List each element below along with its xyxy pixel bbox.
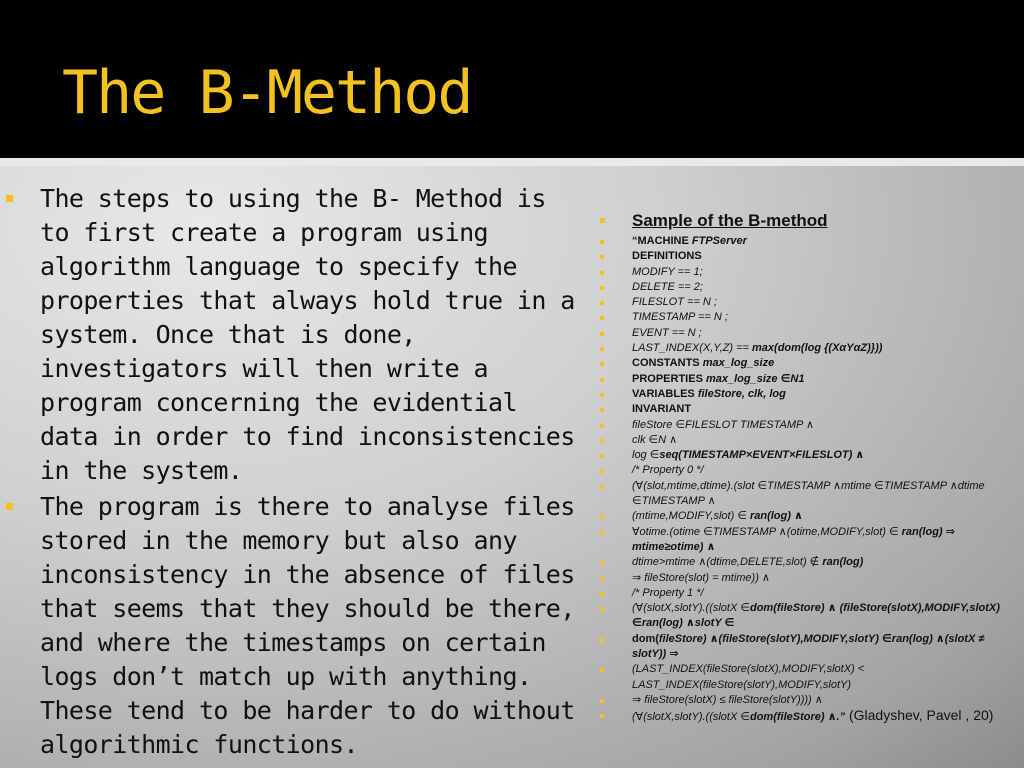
code-line: EVENT == N ; — [598, 326, 1016, 341]
left-paragraph-1 — [0, 182, 580, 488]
code-line: dom(fileStore) ∧(fileStore(slotY),MODIFY,slotY) ∈ran(log) ∧(slotX ≠ slotY)) ⇒ — [598, 632, 1016, 663]
code-line: dtime>mtime ∧(dtime,DELETE,slot) ∉ ran(log) — [598, 555, 1016, 570]
square-bullet-icon — [600, 561, 604, 565]
code-line: MODIFY == 1; — [598, 265, 1016, 280]
square-bullet-icon — [600, 485, 604, 489]
square-bullet-icon — [600, 362, 604, 366]
code-line: VARIABLES fileStore, clk, log — [598, 387, 1016, 402]
square-bullet-icon — [600, 286, 604, 290]
square-bullet-icon — [600, 316, 604, 320]
code-line: FILESLOT == N ; — [598, 295, 1016, 310]
code-line: PROPERTIES max_log_size ∈N1 — [598, 372, 1016, 387]
code-line: (∀(slotX,slotY).((slotX ∈dom(fileStore) ∧.” (Gladyshev, Pavel , 20) — [598, 708, 1016, 725]
square-bullet-icon — [6, 503, 13, 510]
left-paragraph-2 — [0, 490, 580, 762]
square-bullet-icon — [600, 424, 604, 428]
square-bullet-icon — [600, 347, 604, 351]
code-line: (mtime,MODIFY,slot) ∈ ran(log) ∧ — [598, 509, 1016, 524]
sample-heading: Sample of the B-method — [598, 208, 1016, 234]
left-paragraph-text: The program is there to analyse files stored in the memory but also any inconsistency in the absence of files that seems that they should be there, and where the timestamps on certain logs don’t match up with anything. These tend to be harder to do without algorithmic functions. — [40, 492, 575, 759]
title-divider — [0, 158, 1024, 166]
square-bullet-icon — [600, 668, 604, 672]
square-bullet-icon — [600, 408, 604, 412]
square-bullet-icon — [600, 218, 605, 223]
code-line: ⇒ fileStore(slotX) ≤ fileStore(slotY)))) ∧ — [598, 693, 1016, 708]
square-bullet-icon — [600, 577, 604, 581]
citation: (Gladyshev, Pavel , 20) — [845, 707, 994, 724]
code-line: clk ∈N ∧ — [598, 433, 1016, 448]
square-bullet-icon — [600, 271, 604, 275]
square-bullet-icon — [600, 592, 604, 596]
code-line: LAST_INDEX(X,Y,Z) == max(dom(log {(XαYαZ)})) — [598, 341, 1016, 356]
code-line: TIMESTAMP == N ; — [598, 310, 1016, 325]
square-bullet-icon — [600, 531, 604, 535]
code-line: DEFINITIONS — [598, 249, 1016, 264]
square-bullet-icon — [600, 515, 604, 519]
code-line: /* Property 1 */ — [598, 586, 1016, 601]
square-bullet-icon — [600, 439, 604, 443]
square-bullet-icon — [6, 195, 13, 202]
square-bullet-icon — [600, 699, 604, 703]
code-line: /* Property 0 */ — [598, 463, 1016, 478]
square-bullet-icon — [600, 393, 604, 397]
square-bullet-icon — [600, 301, 604, 305]
code-line: INVARIANT — [598, 402, 1016, 417]
code-line: log ∈seq(TIMESTAMP×EVENT×FILESLOT) ∧ — [598, 448, 1016, 463]
square-bullet-icon — [600, 240, 604, 244]
code-line: (∀(slot,mtime,dtime).(slot ∈TIMESTAMP ∧mtime ∈TIMESTAMP ∧dtime ∈TIMESTAMP ∧ — [598, 479, 1016, 510]
square-bullet-icon — [600, 607, 604, 611]
square-bullet-icon — [600, 378, 604, 382]
square-bullet-icon — [600, 454, 604, 458]
code-line: (LAST_INDEX(fileStore(slotX),MODIFY,slotX) < LAST_INDEX(fileStore(slotY),MODIFY,slotY) — [598, 662, 1016, 693]
code-line: fileStore ∈FILESLOT TIMESTAMP ∧ — [598, 418, 1016, 433]
square-bullet-icon — [600, 469, 604, 473]
code-line: ⇒ fileStore(slot) = mtime)) ∧ — [598, 571, 1016, 586]
code-line: CONSTANTS max_log_size — [598, 356, 1016, 371]
left-text-column — [0, 182, 580, 764]
square-bullet-icon — [600, 714, 604, 718]
slide-title: The B-Method — [62, 58, 472, 128]
square-bullet-icon — [600, 255, 604, 259]
square-bullet-icon — [600, 332, 604, 336]
square-bullet-icon — [600, 638, 604, 642]
code-line: ∀otime.(otime ∈TIMESTAMP ∧(otime,MODIFY,slot) ∈ ran(log) ⇒ mtime≥otime) ∧ — [598, 525, 1016, 556]
code-line: DELETE == 2; — [598, 280, 1016, 295]
left-paragraph-text: The steps to using the B- Method is to first create a program using algorithm language to specify the properties that always hold true in a system. Once that is done, investigators will then write a program concerning the evidential data in order to find inconsistencies in the system. — [40, 184, 575, 485]
code-line: (∀(slotX,slotY).((slotX ∈dom(fileStore) ∧ (fileStore(slotX),MODIFY,slotX) ∈ran(log) ∧slotY ∈ — [598, 601, 1016, 632]
b-method-sample — [598, 208, 1016, 726]
code-line: “MACHINE FTPServer — [598, 234, 1016, 249]
